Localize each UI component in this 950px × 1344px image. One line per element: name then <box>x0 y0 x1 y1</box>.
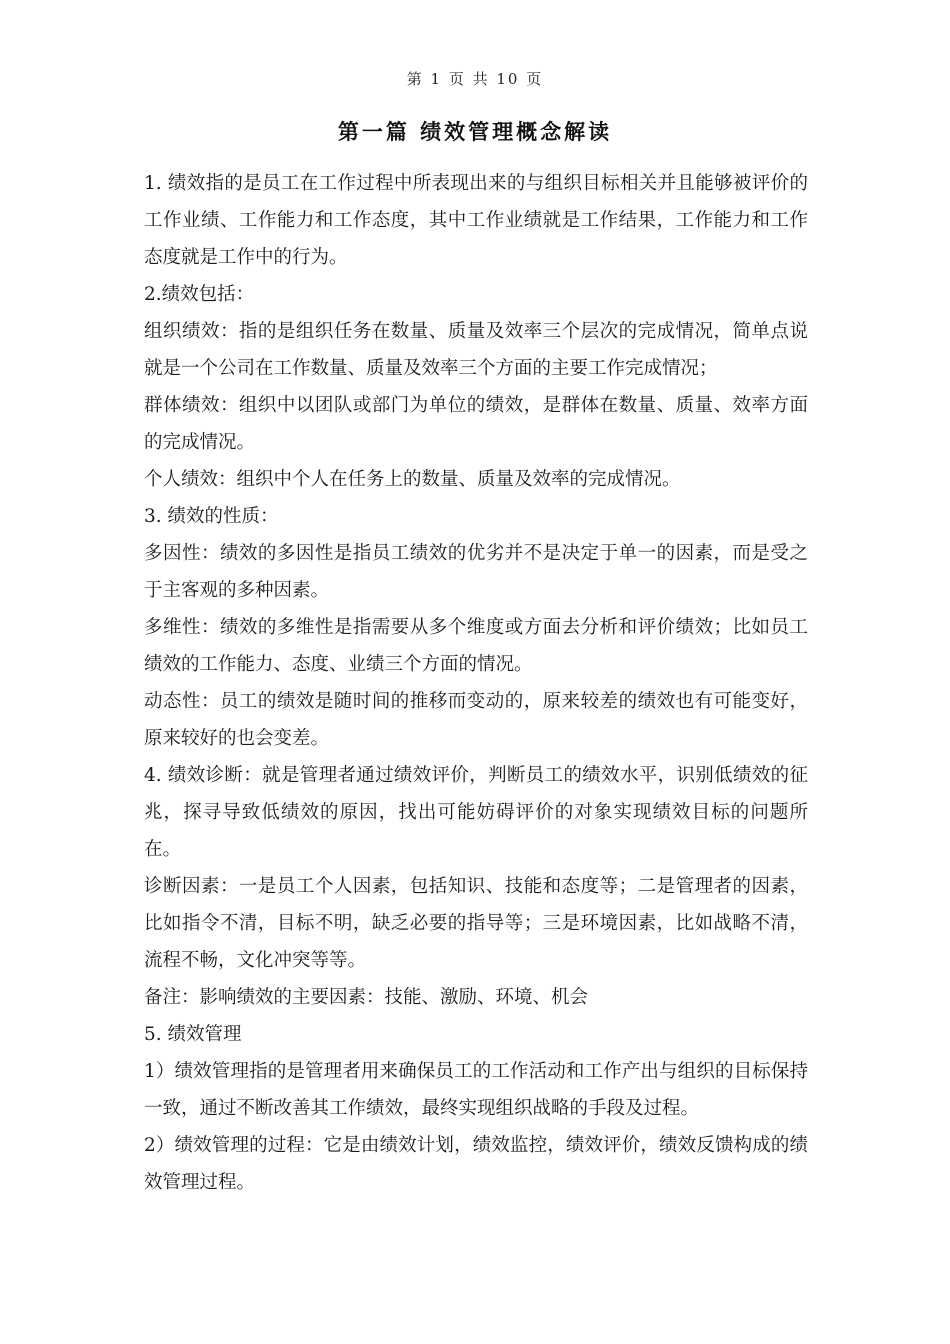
paragraph-individual-performance: 个人绩效：组织中个人在任务上的数量、质量及效率的完成情况。 <box>144 469 681 490</box>
paragraph-performance-diagnosis: 4. 绩效诊断：就是管理者通过绩效评价，判断员工的绩效水平，识别低绩效的征兆，探寻导致低绩效的原因，找出可能妨碍评价的对象实现绩效目标的问题所在。 <box>144 765 808 860</box>
paragraph-remark: 备注：影响绩效的主要因素：技能、激励、环境、机会 <box>144 987 589 1008</box>
document-body <box>144 165 808 1201</box>
paragraph-multi-dimensional: 多维性：绩效的多维性是指需要从多个维度或方面去分析和评价绩效；比如员工绩效的工作能力、态度、业绩三个方面的情况。 <box>144 617 808 675</box>
paragraph-group-performance: 群体绩效：组织中以团队或部门为单位的绩效，是群体在数量、质量、效率方面的完成情况。 <box>144 395 808 453</box>
paragraph-diagnosis-factors: 诊断因素：一是员工个人因素，包括知识、技能和态度等；二是管理者的因素，比如指令不清，目标不明，缺乏必要的指导等；三是环境因素，比如战略不清，流程不畅，文化冲突等等。 <box>144 876 808 971</box>
paragraph-performance-nature: 3. 绩效的性质： <box>144 506 279 527</box>
paragraph-performance-definition: 1. 绩效指的是员工在工作过程中所表现出来的与组织目标相关并且能够被评价的工作业绩、工作能力和工作态度，其中工作业绩就是工作结果，工作能力和工作态度就是工作中的行为。 <box>144 173 808 268</box>
paragraph-performance-management: 5. 绩效管理 <box>144 1024 242 1045</box>
paragraph-pm-process: 2）绩效管理的过程：它是由绩效计划，绩效监控，绩效评价，绩效反馈构成的绩效管理过程。 <box>144 1135 808 1193</box>
paragraph-dynamic: 动态性：员工的绩效是随时间的推移而变动的，原来较差的绩效也有可能变好，原来较好的也会变差。 <box>144 691 808 749</box>
paragraph-performance-includes: 2.绩效包括： <box>144 284 255 305</box>
paragraph-organizational-performance: 组织绩效：指的是组织任务在数量、质量及效率三个层次的完成情况，简单点说就是一个公司在工作数量、质量及效率三个方面的主要工作完成情况； <box>144 321 808 379</box>
paragraph-multi-causal: 多因性：绩效的多因性是指员工绩效的优劣并不是决定于单一的因素，而是受之于主客观的多种因素。 <box>144 543 808 601</box>
document-title: 第一篇 绩效管理概念解读 <box>337 120 613 144</box>
paragraph-pm-definition: 1）绩效管理指的是管理者用来确保员工的工作活动和工作产出与组织的目标保持一致，通过不断改善其工作绩效，最终实现组织战略的手段及过程。 <box>144 1061 808 1119</box>
page-number-header: 第 1 页 共 10 页 <box>406 70 544 88</box>
